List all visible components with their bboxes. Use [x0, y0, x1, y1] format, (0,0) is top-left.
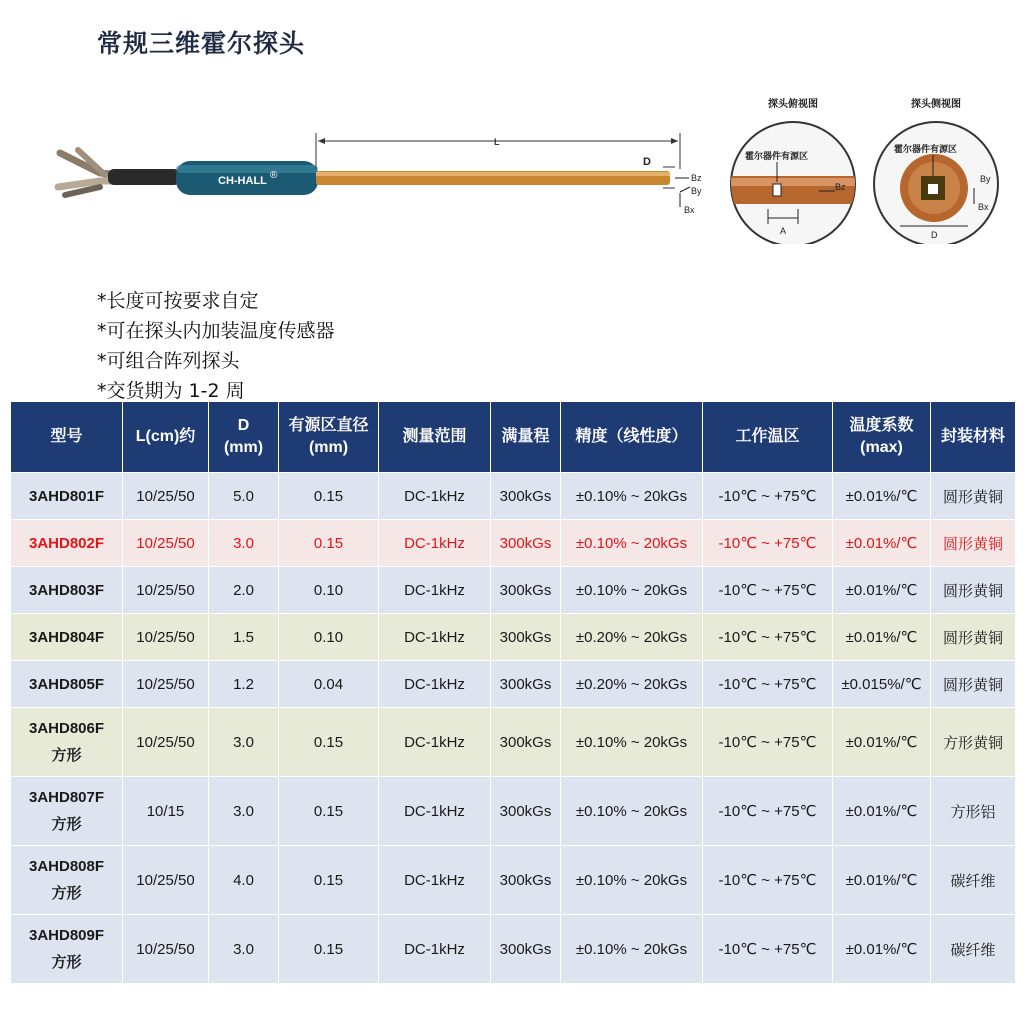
cell-accuracy: ±0.10% ~ 20kGs: [561, 520, 703, 567]
cell-area: 0.04: [279, 661, 379, 708]
cell-d: 5.0: [209, 473, 279, 520]
table-row: [11, 915, 1016, 984]
cell-length: 10/25/50: [123, 520, 209, 567]
table-header-row: [11, 402, 1016, 473]
side-view-dimension: D: [931, 230, 938, 240]
cell-coef: ±0.015%/℃: [833, 661, 931, 708]
table-row: [11, 846, 1016, 915]
cell-length: 10/25/50: [123, 708, 209, 777]
cell-d: 2.0: [209, 567, 279, 614]
side-view-axis-by: By: [980, 174, 991, 184]
side-view-axis-bx: Bx: [978, 202, 989, 212]
cell-accuracy: ±0.10% ~ 20kGs: [561, 777, 703, 846]
cell-area: 0.15: [279, 708, 379, 777]
cell-model: 3AHD803F: [11, 567, 123, 614]
cell-range: DC-1kHz: [379, 846, 491, 915]
cell-range: DC-1kHz: [379, 777, 491, 846]
side-view-panel: [866, 95, 1006, 248]
note-item: *长度可按要求自定: [97, 290, 259, 312]
table-row: [11, 777, 1016, 846]
side-view-diagram: [866, 114, 1006, 244]
col-header-accuracy: 精度（线性度）: [561, 402, 703, 473]
table-row: [11, 661, 1016, 708]
cell-temp: -10℃ ~ +75℃: [703, 661, 833, 708]
cell-full: 300kGs: [491, 846, 561, 915]
cell-model: 3AHD808F 方形: [11, 846, 123, 915]
cell-material: 方形铝: [931, 777, 1016, 846]
cell-range: DC-1kHz: [379, 614, 491, 661]
cell-material: 圆形黄铜: [931, 473, 1016, 520]
length-label: L: [494, 137, 500, 147]
col-header-full-scale: 满量程: [491, 402, 561, 473]
cell-material: 圆形黄铜: [931, 567, 1016, 614]
notes-list: [97, 286, 335, 406]
cell-d: 3.0: [209, 777, 279, 846]
cell-model: 3AHD804F: [11, 614, 123, 661]
cell-coef: ±0.01%/℃: [833, 520, 931, 567]
cell-area: 0.15: [279, 846, 379, 915]
top-view-title: 探头俯视图: [768, 99, 818, 110]
col-header-d: D (mm): [209, 402, 279, 473]
cell-temp: -10℃ ~ +75℃: [703, 846, 833, 915]
cell-coef: ±0.01%/℃: [833, 567, 931, 614]
cell-accuracy: ±0.10% ~ 20kGs: [561, 708, 703, 777]
cell-length: 10/25/50: [123, 473, 209, 520]
cell-model: 3AHD806F 方形: [11, 708, 123, 777]
top-view-dimension: A: [780, 226, 787, 236]
col-header-area: 有源区直径 (mm): [279, 402, 379, 473]
cell-coef: ±0.01%/℃: [833, 915, 931, 984]
diameter-label: D: [643, 156, 651, 168]
cell-area: 0.15: [279, 915, 379, 984]
cell-temp: -10℃ ~ +75℃: [703, 473, 833, 520]
table-row: [11, 473, 1016, 520]
cell-d: 1.2: [209, 661, 279, 708]
col-header-length: L(cm)约: [123, 402, 209, 473]
cell-temp: -10℃ ~ +75℃: [703, 567, 833, 614]
side-view-sensor-label: 霍尔器件有源区: [894, 145, 958, 155]
col-header-model: 型号: [11, 402, 123, 473]
cell-accuracy: ±0.20% ~ 20kGs: [561, 614, 703, 661]
top-view-axis: Bz: [835, 182, 846, 192]
cell-d: 3.0: [209, 520, 279, 567]
cell-coef: ±0.01%/℃: [833, 614, 931, 661]
cell-model: 3AHD805F: [11, 661, 123, 708]
cell-full: 300kGs: [491, 777, 561, 846]
probe-illustration: [0, 95, 720, 245]
cell-length: 10/15: [123, 777, 209, 846]
table-row: [11, 567, 1016, 614]
cell-coef: ±0.01%/℃: [833, 708, 931, 777]
cell-temp: -10℃ ~ +75℃: [703, 777, 833, 846]
cell-accuracy: ±0.10% ~ 20kGs: [561, 915, 703, 984]
cell-area: 0.15: [279, 777, 379, 846]
cell-coef: ±0.01%/℃: [833, 473, 931, 520]
cell-length: 10/25/50: [123, 661, 209, 708]
cell-model: 3AHD802F: [11, 520, 123, 567]
cell-full: 300kGs: [491, 520, 561, 567]
cell-model: 3AHD807F 方形: [11, 777, 123, 846]
cell-area: 0.15: [279, 473, 379, 520]
cell-material: 碳纤维: [931, 846, 1016, 915]
cell-full: 300kGs: [491, 614, 561, 661]
cell-coef: ±0.01%/℃: [833, 777, 931, 846]
cell-d: 3.0: [209, 915, 279, 984]
cell-range: DC-1kHz: [379, 473, 491, 520]
col-header-coef: 温度系数 (max): [833, 402, 931, 473]
cell-range: DC-1kHz: [379, 708, 491, 777]
cell-length: 10/25/50: [123, 567, 209, 614]
col-header-material: 封装材料: [931, 402, 1016, 473]
registered-mark: ®: [270, 170, 278, 181]
cell-material: 圆形黄铜: [931, 661, 1016, 708]
cell-temp: -10℃ ~ +75℃: [703, 708, 833, 777]
cell-temp: -10℃ ~ +75℃: [703, 520, 833, 567]
cell-material: 方形黄铜: [931, 708, 1016, 777]
cell-material: 碳纤维: [931, 915, 1016, 984]
page-title: 常规三维霍尔探头: [97, 29, 306, 58]
cell-d: 1.5: [209, 614, 279, 661]
cell-full: 300kGs: [491, 661, 561, 708]
table-row: [11, 614, 1016, 661]
cell-range: DC-1kHz: [379, 915, 491, 984]
cell-area: 0.10: [279, 614, 379, 661]
top-view-sensor-label: 霍尔器件有源区: [745, 152, 809, 162]
brand-label: CH-HALL: [218, 175, 267, 187]
cell-length: 10/25/50: [123, 846, 209, 915]
cell-area: 0.15: [279, 520, 379, 567]
col-header-temp: 工作温区: [703, 402, 833, 473]
cell-model: 3AHD801F: [11, 473, 123, 520]
note-item: *交货期为 1-2 周: [97, 380, 245, 402]
axis-bx-label: Bx: [684, 205, 695, 215]
cell-length: 10/25/50: [123, 915, 209, 984]
table-row: [11, 708, 1016, 777]
note-item: *可组合阵列探头: [97, 350, 240, 372]
cell-range: DC-1kHz: [379, 661, 491, 708]
note-item: *可在探头内加装温度传感器: [97, 320, 335, 342]
axis-by-label: By: [691, 186, 702, 196]
top-view-panel: [723, 95, 863, 248]
cell-model: 3AHD809F 方形: [11, 915, 123, 984]
cell-coef: ±0.01%/℃: [833, 846, 931, 915]
table-row: [11, 520, 1016, 567]
cell-full: 300kGs: [491, 473, 561, 520]
cell-material: 圆形黄铜: [931, 520, 1016, 567]
cell-accuracy: ±0.10% ~ 20kGs: [561, 846, 703, 915]
side-view-title: 探头侧视图: [911, 99, 961, 110]
cell-full: 300kGs: [491, 567, 561, 614]
cell-length: 10/25/50: [123, 614, 209, 661]
cell-d: 3.0: [209, 708, 279, 777]
axis-bz-label: Bz: [691, 173, 702, 183]
cable-icon: [58, 150, 180, 195]
cell-range: DC-1kHz: [379, 520, 491, 567]
col-header-range: 测量范围: [379, 402, 491, 473]
cell-full: 300kGs: [491, 708, 561, 777]
top-view-diagram: [723, 114, 863, 244]
cell-area: 0.10: [279, 567, 379, 614]
spec-table: [10, 401, 1016, 984]
cell-temp: -10℃ ~ +75℃: [703, 614, 833, 661]
cell-d: 4.0: [209, 846, 279, 915]
cell-accuracy: ±0.10% ~ 20kGs: [561, 567, 703, 614]
cell-temp: -10℃ ~ +75℃: [703, 915, 833, 984]
cell-full: 300kGs: [491, 915, 561, 984]
cell-range: DC-1kHz: [379, 567, 491, 614]
cell-material: 圆形黄铜: [931, 614, 1016, 661]
cell-accuracy: ±0.20% ~ 20kGs: [561, 661, 703, 708]
cell-accuracy: ±0.10% ~ 20kGs: [561, 473, 703, 520]
